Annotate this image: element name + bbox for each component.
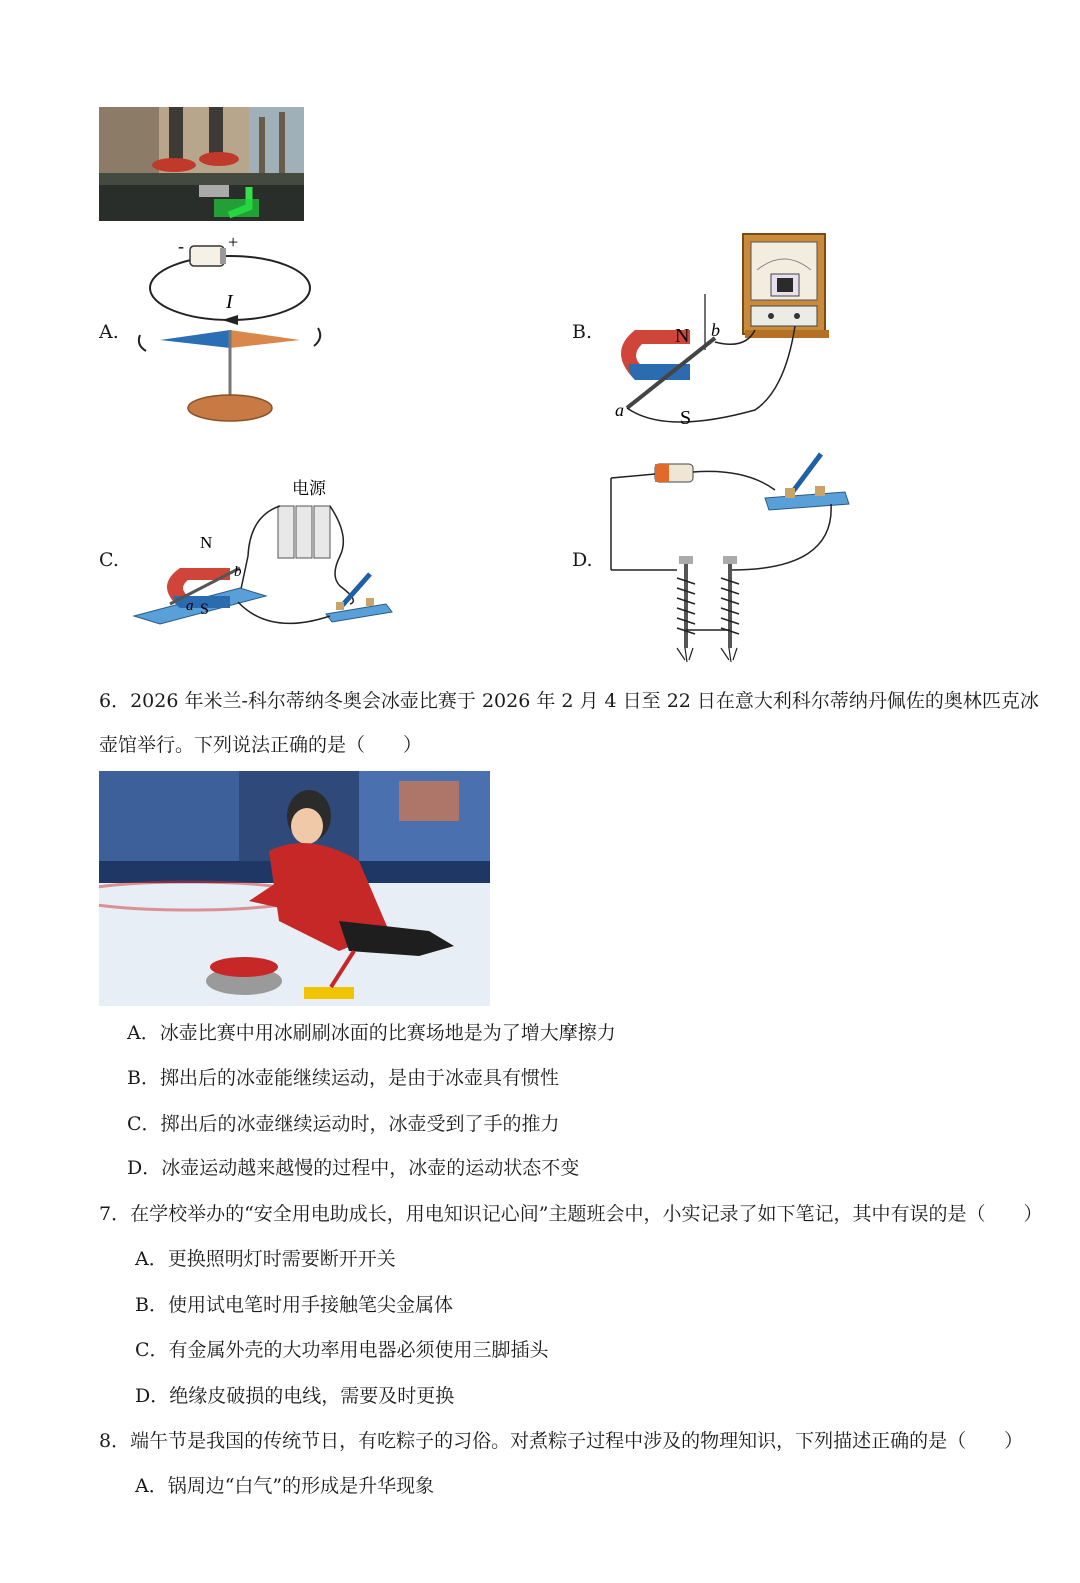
current-label: I	[226, 291, 233, 313]
point-b-label: b	[711, 320, 720, 340]
q6-stem-line1: 6．2026 年米兰-科尔蒂纳冬奥会冰壶比赛于 2026 年 2 月 4 日至 22 日在意大利科尔蒂纳丹佩佐的奥林匹克冰	[99, 690, 1039, 712]
q7-option-d: D．绝缘皮破损的电线，需要及时更换	[135, 1385, 455, 1407]
s-pole-label: S	[680, 407, 692, 429]
floor-generator-photo	[99, 107, 304, 221]
q6-option-b: B．掷出后的冰壶能继续运动，是由于冰壶具有惯性	[127, 1067, 559, 1089]
option-c-figure	[130, 476, 400, 646]
q8-option-a: A．锅周边“白气”的形成是升华现象	[135, 1475, 435, 1497]
c-s-pole-label: S	[200, 601, 209, 618]
power-source-label: 电源	[292, 479, 326, 498]
option-a-letter: A.	[99, 321, 119, 343]
point-a-label: a	[615, 400, 624, 420]
q6-option-a: A．冰壶比赛中用冰刷刷冰面的比赛场地是为了增大摩擦力	[127, 1022, 616, 1044]
q6-option-d: D．冰壶运动越来越慢的过程中，冰壶的运动状态不变	[127, 1157, 580, 1179]
option-b-figure	[605, 230, 835, 430]
q7-stem: 7．在学校举办的“安全用电助成长，用电知识记心间”主题班会中，小实记录了如下笔记，其中有误的是（ ）	[99, 1203, 1043, 1225]
option-d-figure	[605, 448, 850, 663]
option-d-letter: D.	[572, 549, 593, 571]
c-point-b-label: b	[234, 564, 242, 580]
plus-sign: +	[228, 232, 239, 252]
c-n-pole-label: N	[200, 533, 213, 552]
q7-option-a: A．更换照明灯时需要断开开关	[135, 1248, 396, 1270]
option-c-letter: C.	[99, 549, 119, 571]
curling-photo	[99, 771, 490, 1006]
q8-stem: 8．端午节是我国的传统节日，有吃粽子的习俗。对煮粽子过程中涉及的物理知识，下列描述正确的是（ ）	[99, 1430, 1024, 1452]
q7-option-c: C．有金属外壳的大功率用电器必须使用三脚插头	[135, 1339, 549, 1361]
q6-stem-line2: 壶馆举行。下列说法正确的是（ ）	[99, 734, 423, 756]
minus-sign: -	[178, 236, 184, 256]
n-pole-label: N	[675, 325, 690, 347]
q7-option-b: B．使用试电笔时用手接触笔尖金属体	[135, 1294, 453, 1316]
option-a-figure	[130, 230, 330, 430]
c-point-a-label: a	[186, 598, 194, 614]
q6-option-c: C．掷出后的冰壶继续运动时，冰壶受到了手的推力	[127, 1113, 560, 1135]
option-b-letter: B.	[572, 321, 593, 343]
